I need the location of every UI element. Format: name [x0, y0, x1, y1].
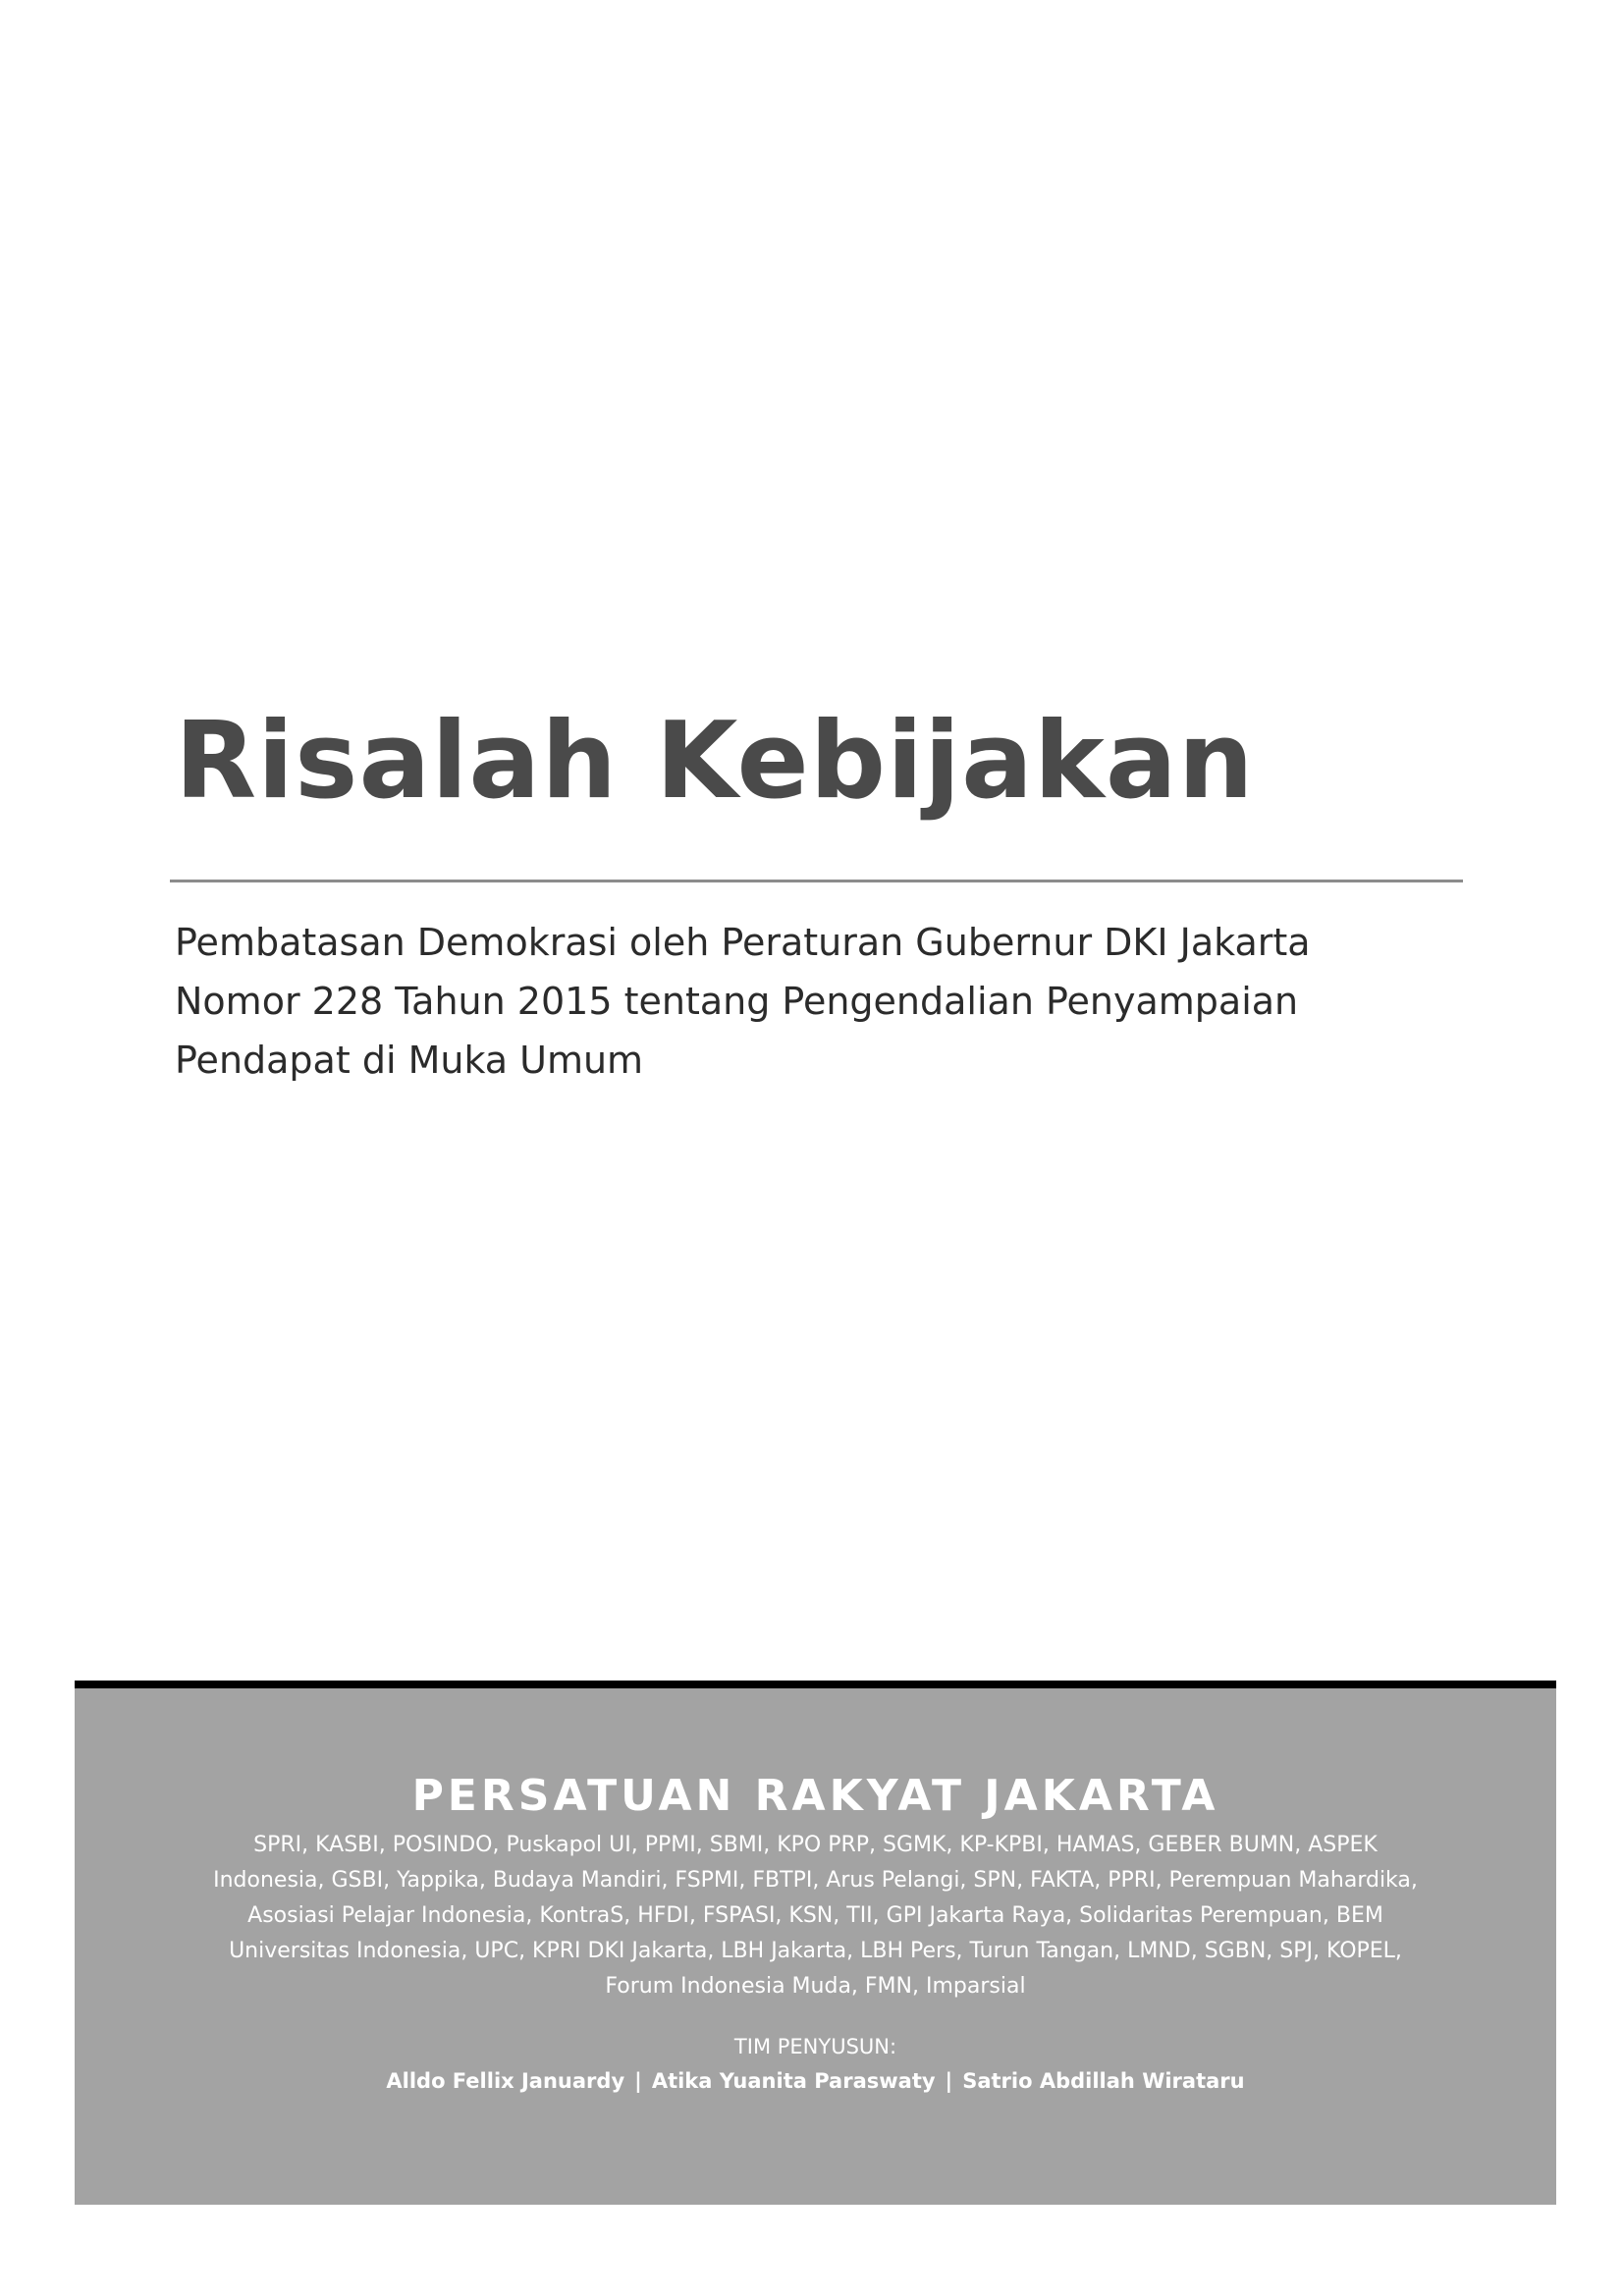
member-line: Forum Indonesia Muda, FMN, Imparsial: [605, 1974, 1026, 1999]
footer-top-bar: [75, 1681, 1556, 1688]
member-line: Indonesia, GSBI, Yappika, Budaya Mandiri, FSPMI, FBTPI, Arus Pelangi, SPN, FAKTA, PPRI, Perempuan Mahardika,: [213, 1868, 1418, 1893]
author-name: Satrio Abdillah Wirataru: [962, 2069, 1245, 2093]
document-subtitle: [175, 913, 1481, 1090]
author-list: [75, 2066, 1556, 2096]
title-divider: [170, 880, 1463, 882]
member-line: Universitas Indonesia, UPC, KPRI DKI Jakarta, LBH Jakarta, LBH Pers, Turun Tangan, LMND, SGBN, SPJ, KOPEL,: [229, 1939, 1402, 1963]
subtitle-line: Pembatasan Demokrasi oleh Peraturan Gubernur DKI Jakarta: [175, 921, 1311, 964]
member-organizations: [75, 1828, 1556, 2004]
subtitle-line: Nomor 228 Tahun 2015 tentang Pengendalian Penyampaian: [175, 980, 1299, 1023]
team-label: TIM PENYUSUN:: [733, 2035, 897, 2058]
author-name: Alldo Fellix Januardy: [386, 2069, 625, 2093]
document-title: Risalah Kebijakan: [175, 700, 1255, 823]
subtitle-line: Pendapat di Muka Umum: [175, 1039, 644, 1082]
member-line: Asosiasi Pelajar Indonesia, KontraS, HFDI, FSPASI, KSN, TII, GPI Jakarta Raya, Solidaritas Perempuan, BEM: [247, 1903, 1383, 1928]
author-separator: |: [945, 2069, 953, 2093]
author-separator: |: [634, 2069, 642, 2093]
footer-panel: [75, 1688, 1556, 2205]
organization-name: PERSATUAN RAKYAT JAKARTA: [411, 1771, 1219, 1821]
member-line: SPRI, KASBI, POSINDO, Puskapol UI, PPMI, SBMI, KPO PRP, SGMK, KP-KPBI, HAMAS, GEBER BUMN, ASPEK: [253, 1833, 1378, 1857]
author-name: Atika Yuanita Paraswaty: [651, 2069, 936, 2093]
